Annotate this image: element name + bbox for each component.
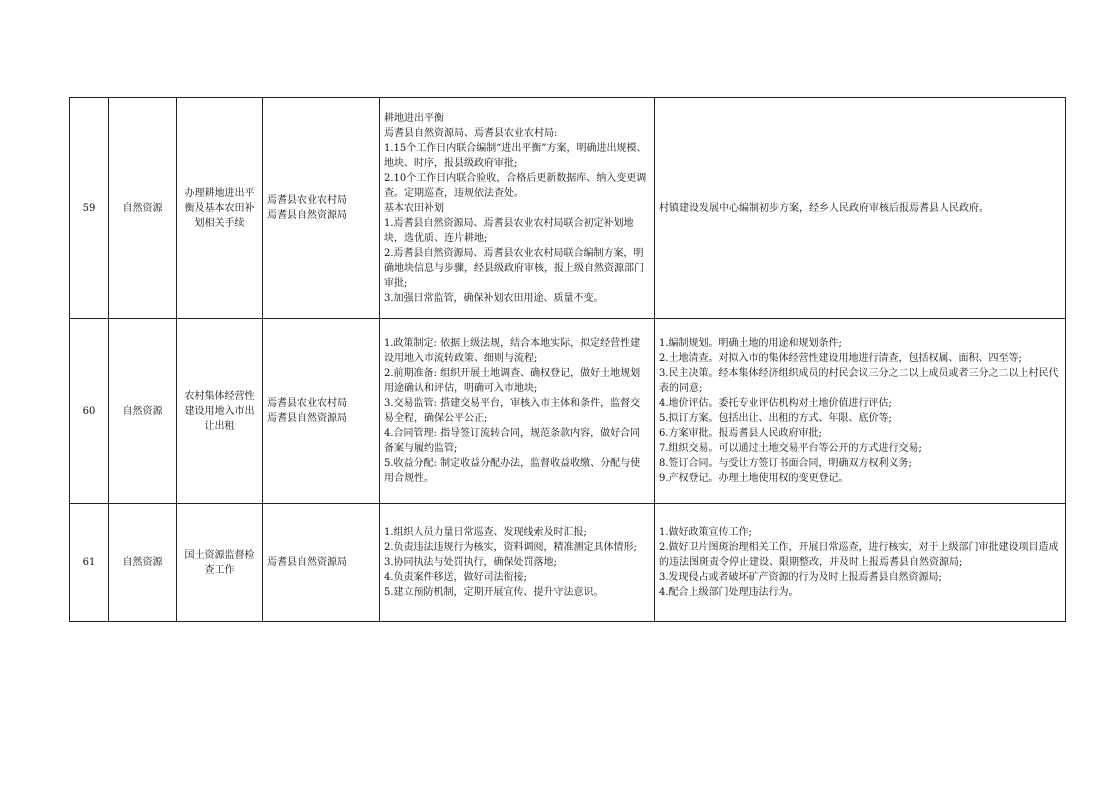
duty-line: 2.焉耆县自然资源局、焉耆县农业农村局联合编制方案，明确地块信息与步骤，经县级政府审核，报上级自然资源部门审批; (384, 247, 644, 289)
town-duty-line: 1.做好政策宣传工作; (659, 527, 752, 538)
row-number: 60 (70, 319, 109, 504)
department-duty-cell (380, 319, 655, 504)
department-line: 焉耆县自然资源局 (267, 413, 347, 424)
town-duty-line: 7.组织交易。可以通过土地交易平台等公开的方式进行交易; (659, 443, 922, 454)
duty-line: 2.前期准备: 组织开展土地调查、确权登记，做好土地规划用途确认和评估，明确可入市地块; (384, 368, 641, 394)
department-cell (263, 504, 380, 622)
duty-line: 耕地进出平衡 (384, 112, 444, 124)
town-duty-cell (655, 504, 1066, 622)
department-line: 焉耆县农业农村局 (267, 195, 347, 206)
town-duty-line: 3.发现侵占或者破坏矿产资源的行为及时上报焉耆县自然资源局; (659, 572, 942, 583)
town-duty-line: 村镇建设发展中心编制初步方案，经乡人民政府审核后报焉耆县人民政府。 (659, 202, 989, 214)
town-duty-line: 6.方案审批。报焉耆县人民政府审批; (659, 428, 822, 439)
table-row-60 (70, 319, 1066, 504)
duty-line: 3.协同执法与处罚执行，确保处罚落地; (384, 557, 557, 568)
duty-line: 1.政策制定: 依据上级法规，结合本地实际，拟定经营性建设用地入市流转政策、细则与流程; (384, 338, 641, 364)
town-duty-cell (655, 319, 1066, 504)
department-cell (263, 98, 380, 319)
duty-line: 3.加强日常监管，确保补划农田用途、质量不变。 (384, 292, 604, 304)
duty-line: 4.负责案件移送，做好司法衔接; (384, 572, 527, 583)
town-duty-line: 4.配合上级部门处理违法行为。 (659, 587, 799, 598)
duty-line: 5.建立预防机制，定期开展宣传、提升守法意识。 (384, 587, 604, 598)
table-row-59 (70, 98, 1066, 319)
town-duty-line: 8.签订合同。与受让方签订书面合同，明确双方权利义务; (659, 458, 912, 469)
town-duty-line: 2.土地清查。对拟入市的集体经营性建设用地进行清查，包括权属、面积、四至等; (659, 353, 1022, 364)
category-cell: 自然资源 (109, 319, 177, 504)
duty-line: 5.收益分配: 制定收益分配办法，监督收益收缴、分配与使用合规性。 (384, 458, 641, 484)
department-duty-cell (380, 504, 655, 622)
duty-line: 2.负责违法违规行为核实，资料调阅，精准测定具体情形; (384, 542, 637, 553)
town-duty-line: 5.拟订方案。包括出让、出租的方式、年限、底价等; (659, 413, 892, 424)
department-duty-cell (380, 98, 655, 319)
town-duty-line: 3.民主决策。经本集体经济组织成员的村民会议三分之二以上成员或者三分之二以上村民代表的同意; (659, 368, 1059, 394)
department-cell (263, 319, 380, 504)
duty-line: 3.交易监管: 搭建交易平台，审核入市主体和条件，监督交易全程，确保公平公正; (384, 398, 641, 424)
row-number: 61 (70, 504, 109, 622)
department-line: 焉耆县农业农村局 (267, 398, 347, 409)
town-duty-line: 1.编制规划。明确土地的用途和规划条件; (659, 338, 842, 349)
duty-line: 1.15个工作日内联合编制“进出平衡”方案，明确进出规模、地块、时序，报县级政府审批; (384, 142, 647, 169)
table-row-61 (70, 504, 1066, 622)
duty-line: 1.焉耆县自然资源局、焉耆县农业农村局联合初定补划地块，选优质、连片耕地; (384, 217, 634, 244)
item-name-cell: 办理耕地进出平衡及基本农田补划相关手续 (177, 98, 263, 319)
category-cell: 自然资源 (109, 504, 177, 622)
responsibility-table (69, 97, 1066, 622)
town-duty-line: 2.做好卫片图斑治理相关工作，开展日常巡查，进行核实，对于上级部门审批建设项目造成的违法图斑责令停止建设、限期整改，并及时上报焉耆县自然资源局; (659, 542, 1059, 568)
town-duty-line: 9.产权登记。办理土地使用权的变更登记。 (659, 473, 849, 484)
duty-line: 4.合同管理: 指导签订流转合同，规范条款内容，做好合同备案与履约监管; (384, 428, 641, 454)
category-cell: 自然资源 (109, 98, 177, 319)
row-number: 59 (70, 98, 109, 319)
duty-line: 焉耆县自然资源局、焉耆县农业农村局: (384, 127, 558, 139)
duty-line: 1.组织人员力量日常巡查、发现线索及时汇报; (384, 527, 587, 538)
item-name-cell: 国土资源监督检查工作 (177, 504, 263, 622)
item-name-cell: 农村集体经营性建设用地入市出让出租 (177, 319, 263, 504)
town-duty-cell (655, 98, 1066, 319)
department-line: 焉耆县自然资源局 (267, 557, 347, 568)
department-line: 焉耆县自然资源局 (267, 210, 347, 221)
town-duty-line: 4.地价评估。委托专业评估机构对土地价值进行评估; (659, 398, 892, 409)
duty-line: 基本农田补划 (384, 202, 444, 214)
duty-line: 2.10个工作日内联合验收，合格后更新数据库、纳入变更调查。定期巡查，违规依法查处。 (384, 172, 647, 199)
